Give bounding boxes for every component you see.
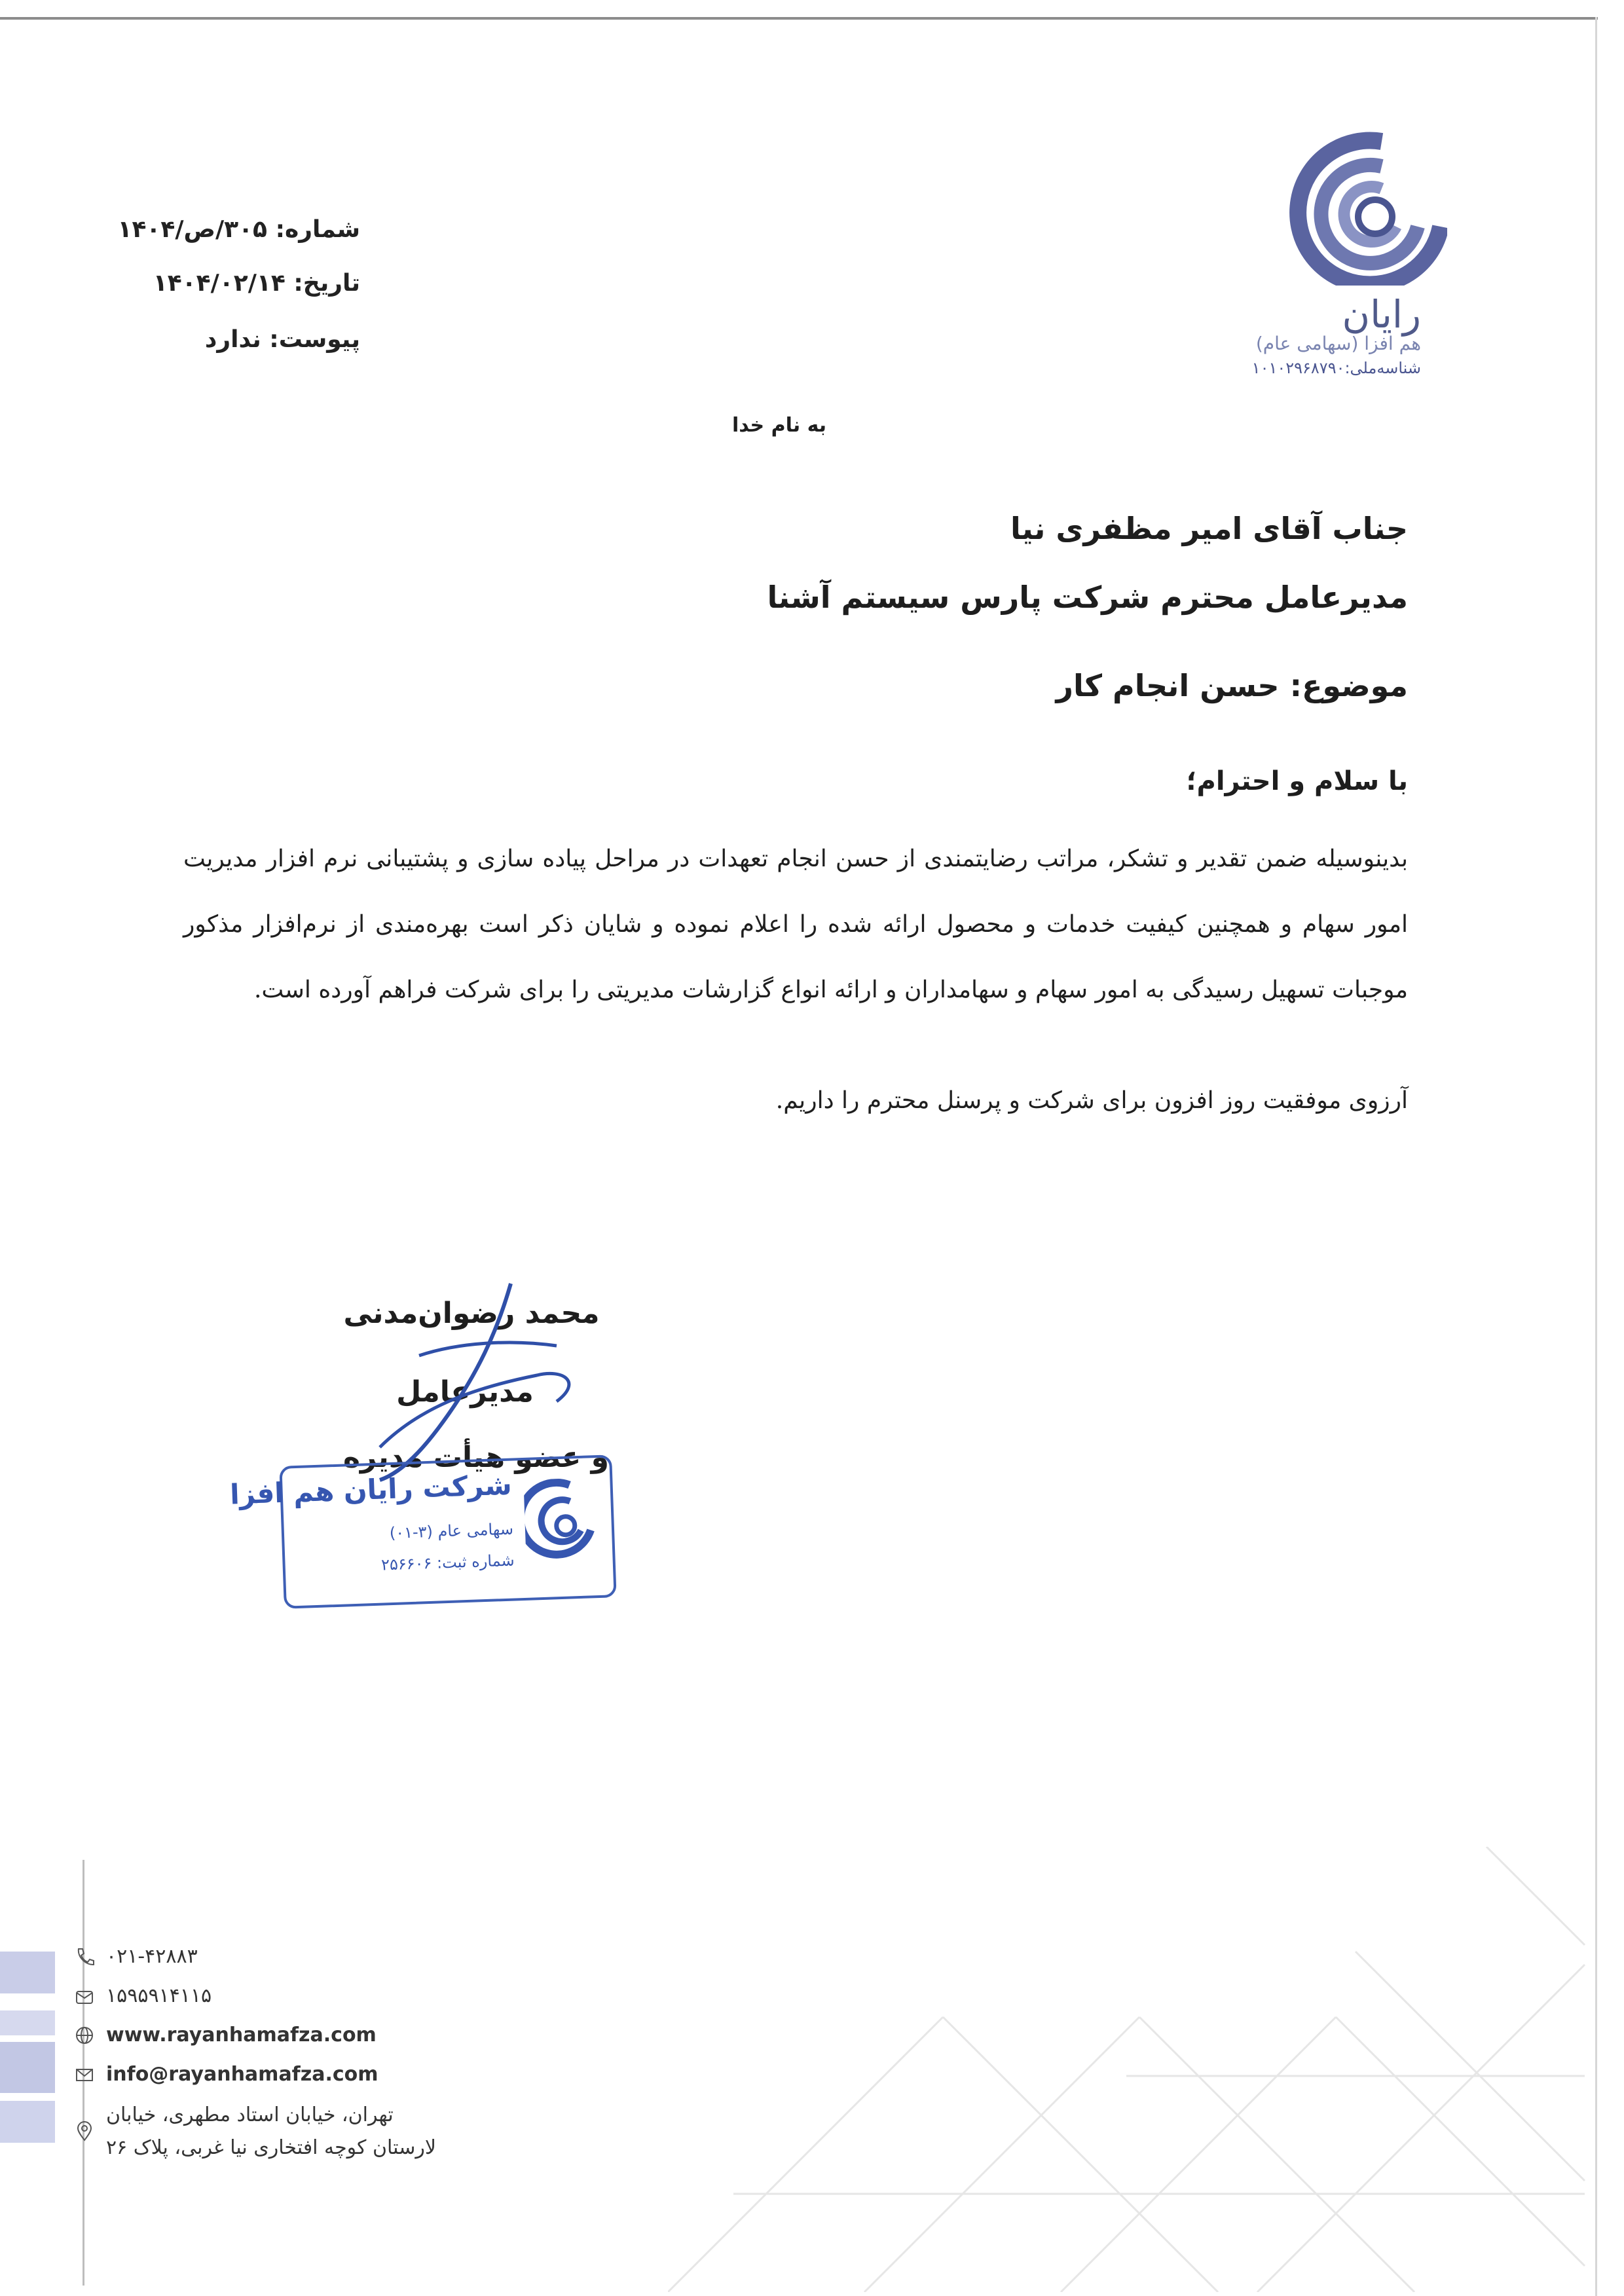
signatory-title: مدیرعامل xyxy=(396,1375,534,1409)
website-url[interactable]: www.rayanhamafza.com xyxy=(106,2024,377,2046)
stamp-registration: شماره ثبت: ۲۵۶۶۰۶ xyxy=(380,1551,515,1574)
email-icon xyxy=(73,2064,96,2086)
mailbox-icon xyxy=(73,1985,96,2007)
logo-name: رایان xyxy=(1342,292,1421,337)
signatory-board-role: و عضو هیأت مدیره xyxy=(342,1441,609,1474)
letter-greeting: با سلام و احترام؛ xyxy=(1186,766,1408,796)
letter-date: تاریخ: ۱۴۰۴/۰۲/۱۴ xyxy=(153,270,360,297)
footer-postal xyxy=(73,1984,212,2007)
phone-number: ۰۲۱-۴۲۸۸۳ xyxy=(106,1945,198,1968)
decorative-background-pattern xyxy=(668,1847,1598,2292)
page-top-edge xyxy=(0,17,1598,20)
address-line-2: لارستان کوچه افتخاری نیا غربی، پلاک ۲۶ xyxy=(106,2136,436,2159)
bismillah-heading: به نام خدا xyxy=(731,414,827,437)
recipient-name: جناب آقای امیر مظفری نیا xyxy=(1010,511,1408,546)
footer-accent-bar xyxy=(0,2042,55,2093)
footer-phone xyxy=(73,1945,198,1968)
globe-icon xyxy=(73,2024,96,2046)
stamp-subtitle: سهامی عام (۳-۰۱) xyxy=(389,1519,514,1543)
footer-address xyxy=(73,2099,436,2164)
recipient-position: مدیرعامل محترم شرکت پارس سیستم آشنا xyxy=(767,580,1408,615)
postal-code: ۱۵۹۵۹۱۴۱۱۵ xyxy=(106,1984,212,2007)
footer-website xyxy=(73,2024,377,2046)
letter-subject: موضوع: حسن انجام کار xyxy=(1056,668,1408,703)
letter-number: شماره: ۳۰۵/ص/۱۴۰۴ xyxy=(117,216,360,243)
letter-closing: آرزوی موفقیت روز افزون برای شرکت و پرسنل محترم را داریم. xyxy=(775,1087,1408,1114)
letter-attachment: پیوست: ندارد xyxy=(204,326,360,353)
address-line-1: تهران، خیابان استاد مطهری، خیابان xyxy=(106,2103,394,2126)
logo-national-id: شناسه‌ملی:۱۰۱۰۲۹۶۸۷۹۰ xyxy=(1251,359,1421,377)
phone-icon xyxy=(73,1946,96,1968)
company-stamp xyxy=(229,1454,616,1609)
letter-body: بدینوسیله ضمن تقدیر و تشکر، مراتب رضایتمندی از حسن انجام تعهدات در مراحل پیاده سازی و پشتیبانی نرم افزار مدیریت امور سهام و همچنین کیفیت خدمات و محصول ارائه شده را اعلام نموده و شایان ذکر است بهره‌مندی از نرم‌افزار مذکور موجبات تسهیل رسیدگی به امور سهام و سهامداران و ارائه انواع گزارشات مدیریتی را برای شرکت فراهم آورده است. xyxy=(183,845,1408,1003)
footer-email xyxy=(73,2063,378,2086)
footer-accent-bar xyxy=(0,2010,55,2035)
footer-accent-bar xyxy=(0,1952,55,1993)
email-address[interactable]: info@rayanhamafza.com xyxy=(106,2063,378,2086)
handwritten-signature xyxy=(341,1277,616,1487)
logo-swirl-icon xyxy=(1283,128,1447,286)
footer-accent-bar xyxy=(0,2101,55,2143)
signatory-name: محمد رضوان‌مدنی xyxy=(343,1297,600,1330)
logo-subtitle: هم افزا (سهامی عام) xyxy=(1255,333,1421,354)
location-pin-icon xyxy=(73,2120,96,2143)
stamp-logo-icon xyxy=(523,1477,599,1572)
company-logo xyxy=(1185,128,1486,377)
stamp-title: شرکت رایان هم افزا xyxy=(229,1468,513,1511)
